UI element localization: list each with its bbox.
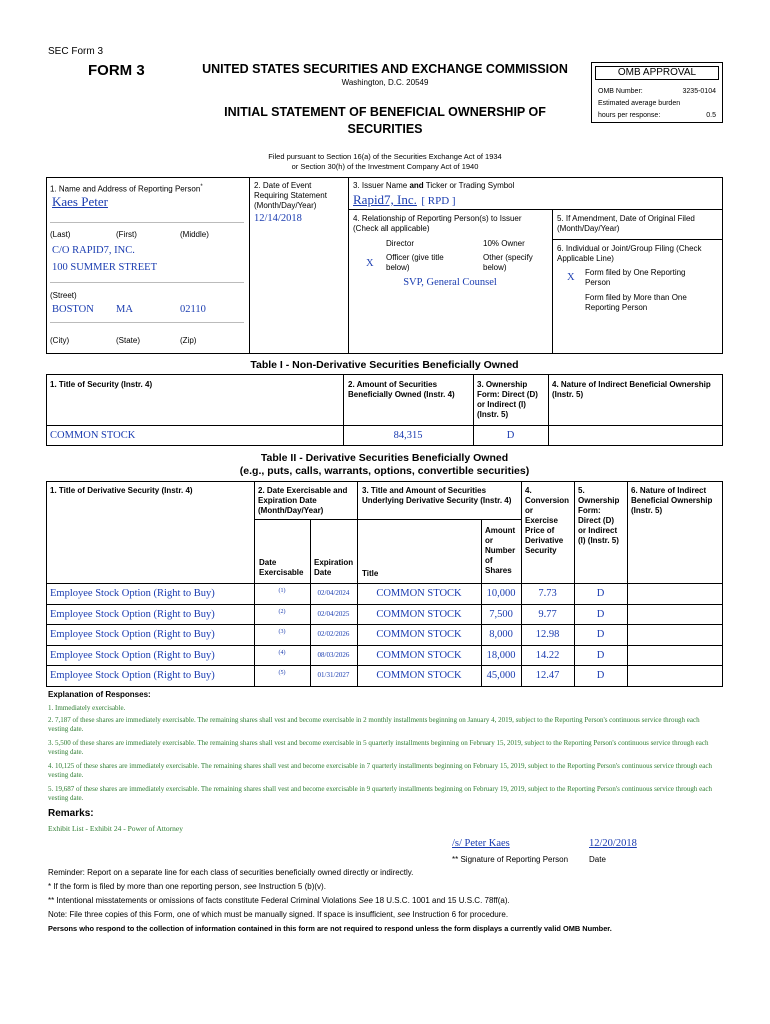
address-line2: 100 SUMMER STREET [52,262,158,273]
one-person-check-mark[interactable]: X [567,272,575,283]
table2-col-conversion-line4: Exercise [525,516,558,525]
omb-number-label: OMB Number: [598,88,643,95]
multi-person-line2: Reporting Person [585,303,648,312]
table1-title: Table I - Non-Derivative Securities Beneficially Owned [250,359,519,371]
box1-label [50,182,203,195]
omb-burden-label: Estimated average burden [598,100,681,107]
table1-col-form-line3: or Indirect (I) [477,400,526,409]
underlying-title: COMMON STOCK [376,629,462,640]
box2-label1: 2. Date of Event [254,181,312,190]
table-row [46,645,723,666]
table2-col-ownership [578,486,619,546]
table2-col-ownership-line1: 5. [578,486,585,495]
underlying-amount: 8,000 [489,629,513,640]
double-star-pre: ** Intentional misstatements or omissions of facts constitute Federal Criminal Violations [48,896,359,905]
ownership-form: D [596,588,605,599]
underlying-amount: 45,000 [486,670,516,681]
table2-col-amount-line5: Shares [485,566,512,575]
table-row [46,624,723,645]
table2-col-ownership-line3: Form: [578,506,601,515]
table1-col-amount-line1: 2. Amount of Securities [348,380,438,389]
box4-label1: 4. Relationship of Reporting Person(s) to Issuer [353,214,522,223]
signature-date: 12/20/2018 [589,838,637,849]
table2-col-underlying-title: Title [362,569,379,578]
omb-title: OMB APPROVAL [595,66,719,80]
underlying-amount: 10,000 [486,588,516,599]
explanation-heading: Explanation of Responses: [48,690,151,699]
persons-note: Persons who respond to the collection of information contained in this form are not required to respond unless the form displays a currently valid OMB Number. [48,924,612,933]
star-note-pre: * If the form is filed by more than one reporting person, [48,882,244,891]
box3-label-pre: 3. Issuer Name [353,181,410,190]
middle-label: (Middle) [180,230,209,239]
issuer-name[interactable]: Rapid7, Inc. [353,192,417,207]
other-option-line1: Other (specify [483,253,533,262]
footnote-ref[interactable]: (1) [278,588,286,594]
box1-star: * [200,184,203,190]
table2-title [46,452,723,478]
derivative-title: Employee Stock Option (Right to Buy) [50,650,215,661]
first-label: (First) [116,230,137,239]
table2-col-amount-line1: Amount [485,526,516,535]
footnote-ref[interactable]: (3) [278,629,286,635]
explanation-item: 4. 10,125 of these shares are immediately exercisable. The remaining shares shall vest and become exercisable in 7 quarterly installments beginning on February 15, 2019, subject to the Reporting Person's continuous service through each vesting date. [48,762,713,779]
sec-form-label: SEC Form 3 [48,46,104,57]
star-note-post: Instruction 5 (b)(v). [256,882,326,891]
table2-col-dates-line1: 2. Date Exercisable and [258,486,348,495]
table2-col-underlying [362,486,511,506]
file-copies-see: see [397,910,411,919]
table2-col-amount-line4: of [485,556,493,565]
star-note [48,882,326,892]
statement-title [190,104,580,138]
officer-title: SVP, General Counsel [403,277,497,288]
table1-security-title: COMMON STOCK [50,430,136,441]
table2-col-underlying-line2: Underlying Derivative Security (Instr. 4) [362,496,512,505]
table2-col-conversion-line5: Price of [525,526,555,535]
table1-col-amount-line2: Beneficially Owned (Instr. 4) [348,390,455,399]
table2-col-nature [631,486,712,516]
table1-ownership-form: D [506,430,515,441]
signature-label: ** Signature of Reporting Person [452,855,569,864]
table2-col-conversion-line3: or [525,506,533,515]
ticker-symbol [421,195,455,207]
event-date: 12/14/2018 [254,213,302,224]
explanation-item: 5. 19,687 of these shares are immediately exercisable. The remaining shares shall vest and become exercisable in 9 quarterly installments beginning on February 19, 2019, subject to the Reporting Person's continuous service through each vesting date. [48,785,713,802]
table2-col-exercisable-line1: Date [259,558,277,567]
omb-approval-box [591,62,723,123]
star-note-see: see [243,882,257,891]
expiration-date: 08/03/2026 [317,651,350,659]
table2-col-conversion-line1: 4. [525,486,532,495]
table-row [46,583,723,604]
table1-col-nature [552,380,711,400]
expiration-date: 01/31/2027 [317,671,350,679]
exercise-price: 12.98 [535,629,560,640]
issuer-line [353,191,456,209]
filed-line2: or Section 30(h) of the Investment Company Act of 1940 [291,162,479,171]
table2-col-nature-line2: Beneficial Ownership [631,496,713,505]
file-copies-pre: Note: File three copies of this Form, one of which must be manually signed. If space is insufficient, [48,910,398,919]
double-star-post: 18 U.S.C. 1001 and 15 U.S.C. 78ff(a). [372,896,510,905]
signature-name: /s/ Peter Kaes [452,838,510,849]
officer-option-line2: below) [386,263,410,272]
table2-col-dates [258,486,347,516]
box6-label1: 6. Individual or Joint/Group Filing (Check [557,244,702,253]
table-row [46,604,723,625]
statement-title-line2: SECURITIES [347,122,423,136]
zip-value: 02110 [180,304,206,315]
explanation-item: 2. 7,187 of these shares are immediately exercisable. The remaining shares shall vest and become exercisable in 2 monthly installments beginning on January 4, 2019, subject to the Reporting Person's continuous service through each vesting date. [48,716,700,733]
filed-line1: Filed pursuant to Section 16(a) of the Securities Exchange Act of 1934 [268,152,502,161]
table-row [46,665,723,686]
state-label: (State) [116,336,141,345]
ten-percent-option: 10% Owner [483,239,525,248]
statement-title-line1: INITIAL STATEMENT OF BENEFICIAL OWNERSHIP OF [224,105,546,119]
table2-col-conversion-line2: Conversion [525,496,570,505]
table2-col-dates-line3: (Month/Day/Year) [258,506,324,515]
state-value: MA [116,304,133,315]
last-label: (Last) [50,230,71,239]
table1-col-form [477,380,538,420]
table1-col-nature-line1: 4. Nature of Indirect Beneficial Ownership [552,380,711,389]
ticker-text: [ RPD ] [421,195,456,207]
box2-label2: Requiring Statement [254,191,327,200]
derivative-title: Employee Stock Option (Right to Buy) [50,629,215,640]
remarks-heading: Remarks: [48,808,94,819]
ownership-form: D [596,609,605,620]
table2-col-ownership-line2: Ownership [578,496,620,505]
box2-label [254,181,327,211]
footnote-ref[interactable]: (2) [278,609,286,615]
omb-hours: 0.5 [706,112,716,119]
table2-col-underlying-line1: 3. Title and Amount of Securities [362,486,487,495]
reporting-person-name[interactable]: Kaes Peter [52,194,108,209]
box3-label-and: and [409,181,424,190]
underlying-title: COMMON STOCK [376,609,462,620]
table1-col-form-line1: 3. Ownership [477,380,528,389]
table2-col-nature-line3: (Instr. 5) [631,506,663,515]
box6-label2: Applicable Line) [557,254,614,263]
table2-col-nature-line1: 6. Nature of Indirect [631,486,707,495]
table2-col-conversion-line7: Security [525,546,557,555]
underlying-amount: 7,500 [489,609,513,620]
box5-label1: 5. If Amendment, Date of Original Filed [557,214,695,223]
table2-col-expiration-line1: Expiration [314,558,354,567]
underlying-title: COMMON STOCK [376,650,462,661]
derivative-title: Employee Stock Option (Right to Buy) [50,609,215,620]
box4-label2: (Check all applicable) [353,224,430,233]
box5-label2: (Month/Day/Year) [557,224,620,233]
table2-col-dates-line2: Expiration Date [258,496,317,505]
underlying-title: COMMON STOCK [376,670,462,681]
table2-title-line1: Table II - Derivative Securities Beneficially Owned [260,452,509,464]
box3-label-post: Ticker or Trading Symbol [423,181,515,190]
expiration-date: 02/04/2025 [317,610,350,618]
commission-title: UNITED STATES SECURITIES AND EXCHANGE COMMISSION [202,62,568,76]
officer-option-line1: Officer (give title [386,253,444,262]
address-line1: C/O RAPID7, INC. [52,245,135,256]
officer-check-mark[interactable]: X [366,258,374,269]
explanation-item: 3. 5,500 of these shares are immediately exercisable. The remaining shares shall vest and become exercisable in 5 quarterly installments beginning on February 15, 2019, subject to the Reporting Person's continuous service through each vesting date. [48,739,709,756]
other-option [483,253,533,273]
ownership-form: D [596,629,605,640]
box5-label [557,214,695,234]
city-label: (City) [50,336,70,345]
table2-col-expiration-line2: Date [314,568,332,577]
one-person-line1: Form filed by One Reporting [585,268,686,277]
one-person-line2: Person [585,278,611,287]
table2-col-amount-line2: or [485,536,493,545]
exercise-price: 12.47 [535,670,560,681]
table1-col-form-line2: Form: Direct (D) [477,390,538,399]
omb-hours-label: hours per response: [598,112,661,119]
table2-col-conversion [525,486,569,556]
table1-col-title: 1. Title of Security (Instr. 4) [50,380,153,389]
street-label: (Street) [50,291,77,300]
table1-col-amount [348,380,455,400]
table2-col-amount [485,526,515,576]
double-star-see: See [358,896,373,905]
table1-col-nature-line2: (Instr. 5) [552,390,584,399]
one-person-option [585,268,686,288]
file-copies-note [48,910,508,920]
director-option: Director [386,239,415,248]
expiration-date: 02/02/2026 [317,630,350,638]
table1-amount: 84,315 [393,430,423,441]
footnote-ref[interactable]: (5) [278,670,286,676]
box1-label-text: 1. Name and Address of Reporting Person [50,184,201,194]
city-value: BOSTON [52,304,94,315]
derivative-title: Employee Stock Option (Right to Buy) [50,588,215,599]
file-copies-post: Instruction 6 for procedure. [410,910,509,919]
footnote-ref[interactable]: (4) [278,650,286,656]
form-number: FORM 3 [88,62,145,79]
reminder-text: Reminder: Report on a separate line for each class of securities beneficially owned directly or indirectly. [48,868,414,877]
box4-label [353,214,522,234]
expiration-date: 02/04/2024 [317,589,350,597]
exercise-price: 7.73 [538,588,557,599]
commission-location: Washington, D.C. 20549 [341,78,429,87]
table2-col-ownership-line5: or Indirect [578,526,618,535]
table2-title-line2: (e.g., puts, calls, warrants, options, convertible securities) [239,465,530,477]
table2-col-expiration [314,558,353,578]
underlying-amount: 18,000 [486,650,516,661]
table2-col-exercisable [259,558,303,578]
box2-label3: (Month/Day/Year) [254,201,317,210]
date-label: Date [589,855,606,864]
ownership-form: D [596,670,605,681]
double-star-note [48,896,510,906]
ownership-form: D [596,650,605,661]
zip-label: (Zip) [180,336,197,345]
omb-number: 3235-0104 [682,88,716,95]
remarks-text: Exhibit List - Exhibit 24 - Power of Attorney [48,824,183,833]
filed-pursuant [190,152,580,172]
explanation-item: 1. Immediately exercisable. [48,704,126,712]
table2-col-title: 1. Title of Derivative Security (Instr. 4) [50,486,193,495]
table2-col-exercisable-line2: Exercisable [259,568,304,577]
table1-col-form-line4: (Instr. 5) [477,410,509,419]
exercise-price: 9.77 [538,609,557,620]
table2-col-conversion-line6: Derivative [525,536,564,545]
table2-col-amount-line3: Number [485,546,516,555]
multi-person-option [585,293,687,313]
box6-label [557,244,702,264]
table2-col-ownership-line6: (I) (Instr. 5) [578,536,619,545]
exercise-price: 14.22 [535,650,560,661]
officer-option [386,253,444,273]
other-option-line2: below) [483,263,507,272]
table2-col-ownership-line4: Direct (D) [578,516,615,525]
underlying-title: COMMON STOCK [376,588,462,599]
derivative-title: Employee Stock Option (Right to Buy) [50,670,215,681]
multi-person-line1: Form filed by More than One [585,293,687,302]
box3-label [353,181,514,191]
